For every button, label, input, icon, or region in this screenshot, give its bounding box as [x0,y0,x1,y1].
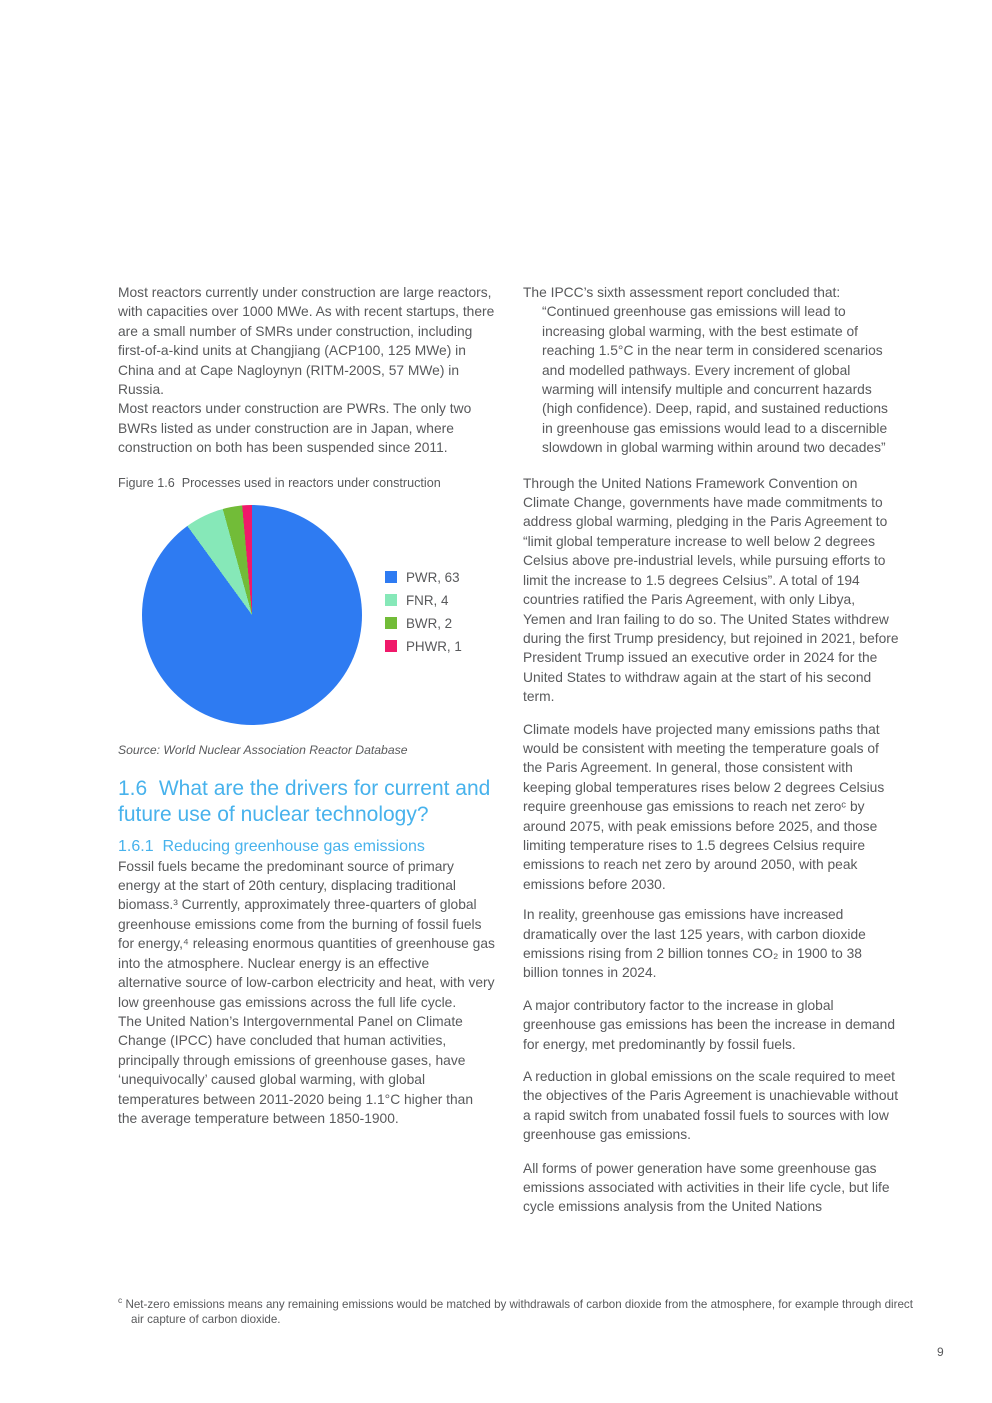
chart-legend [385,571,462,663]
paragraph: Most reactors under construction are PWRs. The only two BWRs listed as under construction are in Japan, where construction on both has been suspended since 2011. [118,401,472,456]
paragraph: All forms of power generation have some greenhouse gas emissions associated with activities in their life cycle, but life cycle emissions analysis from the United Nations [523,1160,890,1215]
paragraph: In reality, greenhouse gas emissions have increased dramatically over the last 125 years, with carbon dioxide emissions rising from 2 billion tonnes CO₂ in 1900 to 38 billion tonnes in 2024. [523,907,866,981]
paragraph: The United Nation’s Intergovernmental Panel on Climate Change (IPCC) have concluded that human activities, principally through emissions of greenhouse gases, have ‘unequivocally’ caused global warming, with global temperatures between 2011-2020 being 1.1°C higher than the average temperature between 1850-1900. [118,1013,474,1126]
legend-item [385,571,462,584]
legend-swatch [385,594,397,606]
legend-label: PHWR, 1 [406,638,462,654]
footnote-text: Net-zero emissions means any remaining emissions would be matched by withdrawals of carbon dioxide from the atmosphere, for example through direct air capture of carbon dioxide. [125,1297,913,1327]
footnote [118,1293,917,1328]
left-column [118,283,495,1128]
paragraph: A major contributory factor to the increase in global greenhouse gas emissions has been the increase in demand for energy, met predominantly by fossil fuels. [523,997,895,1052]
legend-swatch [385,571,397,583]
paragraph: Climate models have projected many emissions paths that would be consistent with meeting the temperature goals of the Paris Agreement. In general, those consistent with keeping global temperatures rises below 2 degrees Celsius require greenhouse gas emissions to reach net zeroᶜ by around 2075, with peak emissions before 2025, and those limiting temperature rises to 1.5 degrees Celsius require emissions to reach net zero by around 2050, with peak emissions before 2030. [523,721,885,892]
legend-label: FNR, 4 [406,592,449,608]
paragraph: Through the United Nations Framework Convention on Climate Change, governments have made commitments to address global warming, pledging in the Paris Agreement to “limit global temperature increase to well below 2 degrees Celsius above pre-industrial levels, while pursuing efforts to limit the increase to 1.5 degrees Celsius”. A total of 194 countries ratified the Paris Agreement, with only Libya, Yemen and Iran failing to do so. The United States withdrew during the first Trump presidency, but rejoined in 2021, before President Trump issued an executive order in 2024 for the United States to withdraw again at the start of his second term. [523,475,899,705]
subsection-heading: 1.6.1 Reducing greenhouse gas emissions [118,837,425,855]
legend-label: BWR, 2 [406,615,453,631]
legend-swatch [385,640,397,652]
legend-item [385,640,462,653]
page-number: 9 [937,1345,944,1359]
paragraph: Most reactors currently under construction are large reactors, with capacities over 1000 MWe. As with recent startups, there are a small number of SMRs under construction, including first-of-a-kind units at Changjiang (ACP100, 125 MWe) in China and at Cape Nagloynyn (RITM-200S, 57 MWe) in Russia. [118,285,495,398]
legend-swatch [385,617,397,629]
paragraph: A reduction in global emissions on the scale required to meet the objectives of the Paris Agreement is unachievable without a rapid switch from unabated fossil fuels to sources with low greenhouse gas emissions. [523,1069,899,1143]
legend-item [385,594,462,607]
figure-source: Source: World Nuclear Association Reactor Database [118,742,408,757]
paragraph: The IPCC’s sixth assessment report concluded that: [523,285,841,300]
pie-chart-figure [118,505,495,727]
legend-label: PWR, 63 [406,569,460,585]
right-column [523,283,901,1217]
section-heading: 1.6 What are the drivers for current and future use of nuclear technology? [118,776,491,826]
blockquote: “Continued greenhouse gas emissions will lead to increasing global warming, with the best estimate of reaching 1.5°C in the near term in considered scenarios and modelled pathways. Every increment of global warming will intensify multiple and concurrent hazards (high confidence). Deep, rapid, and sustained reductions in greenhouse gas emissions would lead to a discernible slowdown in global warming within around two decades” [542,304,888,456]
paragraph: Fossil fuels became the predominant source of primary energy at the start of 20th century, displacing traditional biomass.³ Currently, approximately three-quarters of global greenhouse emissions come from the burning of fossil fuels for energy,⁴ releasing enormous quantities of greenhouse gas into the atmosphere. Nuclear energy is an effective alternative source of low-carbon electricity and heat, with very low greenhouse gas emissions across the full life cycle. [118,858,495,1010]
figure-caption: Figure 1.6 Processes used in reactors under construction [118,475,441,490]
legend-item [385,617,462,630]
footnote-marker: c [118,1294,123,1305]
pie-chart [142,505,362,725]
